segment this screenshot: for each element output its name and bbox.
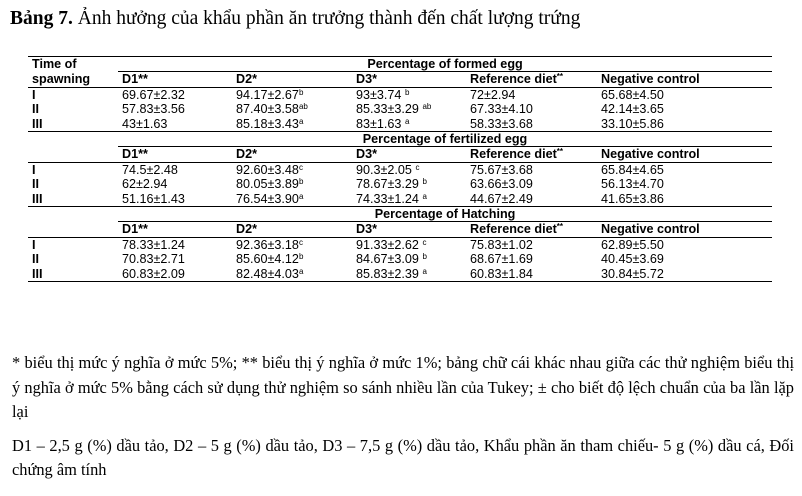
significance-mark: ** (138, 72, 148, 87)
column-name: D3 (356, 147, 373, 162)
column-header (352, 147, 466, 162)
table-cell (597, 87, 772, 102)
section-title-row (28, 57, 772, 72)
table-cell (466, 237, 597, 252)
table-cell (466, 177, 597, 191)
table-cell (232, 252, 352, 266)
caption-title: Ảnh hưởng của khẩu phần ăn trưởng thành đến chất lượng trứng (77, 8, 581, 29)
column-name: D1 (122, 147, 139, 162)
table-cell (232, 162, 352, 177)
cell-letter: b (404, 87, 410, 97)
table-cell (597, 177, 772, 191)
cell-value: 40.45±3.69 (601, 252, 664, 267)
cell-value: 65.84±4.65 (601, 162, 664, 177)
table-cell (118, 267, 232, 282)
cell-value: 94.17±2.67 (236, 87, 299, 102)
column-header (232, 72, 352, 87)
column-header (597, 72, 772, 87)
column-header (466, 72, 597, 87)
cell-letter: a (298, 191, 304, 201)
section-title-row (28, 207, 772, 222)
cell-value: 74.5±2.48 (122, 162, 178, 177)
column-header (118, 147, 232, 162)
table-cell (466, 267, 597, 282)
table-cell (118, 162, 232, 177)
cell-letter: b (422, 177, 427, 187)
cell-value: 87.40±3.58 (236, 102, 299, 117)
table-cell (597, 117, 772, 132)
significance-mark: * (252, 72, 258, 87)
cell-letter: b (422, 252, 427, 262)
cell-letter: a (298, 266, 304, 276)
cell-value: 67.33±4.10 (470, 102, 533, 117)
table-cell (597, 267, 772, 282)
significance-mark: * (372, 222, 378, 237)
spawning-label: I (32, 87, 36, 102)
significance-mark: ** (138, 147, 148, 162)
table-cell (232, 87, 352, 102)
table-cell (352, 237, 466, 252)
column-name: D2 (236, 147, 253, 162)
table-cell (466, 252, 597, 266)
cell-letter: a (404, 116, 410, 126)
table-cell (118, 237, 232, 252)
column-header-row (28, 147, 772, 162)
cell-value: 93±3.74 (356, 87, 405, 102)
cell-value: 75.67±3.68 (470, 162, 533, 177)
column-header (597, 222, 772, 237)
column-name: D2 (236, 72, 253, 87)
column-name: D3 (356, 222, 373, 237)
significance-mark: ** (556, 72, 564, 82)
spawning-label: II (32, 177, 39, 192)
cell-value: 56.13±4.70 (601, 177, 664, 192)
cell-value: 60.83±2.09 (122, 266, 185, 281)
caption-label: Bảng 7. (10, 8, 73, 29)
table-cell (466, 117, 597, 132)
table-cell (352, 267, 466, 282)
cell-value: 33.10±5.86 (601, 116, 664, 131)
significance-mark: ** (556, 222, 564, 232)
table-cell (597, 237, 772, 252)
column-header (466, 147, 597, 162)
table-cell (466, 162, 597, 177)
cell-value: 85.60±4.12 (236, 252, 299, 267)
column-name: Reference diet (470, 222, 557, 237)
cell-letter: a (422, 191, 427, 201)
table-cell (232, 192, 352, 207)
column-name: Reference diet (470, 147, 557, 162)
table-cell (352, 87, 466, 102)
cell-value: 62±2.94 (122, 177, 168, 192)
significance-mark: * (252, 222, 258, 237)
section-title-row (28, 132, 772, 147)
time-of-spawning-header (28, 72, 118, 87)
table-cell (118, 192, 232, 207)
cell-value: 78.33±1.24 (122, 237, 185, 252)
cell-value: 68.67±1.69 (470, 252, 533, 267)
table-cell (352, 177, 466, 191)
cell-letter: c (298, 237, 303, 247)
cell-letter: c (422, 237, 427, 247)
time-of-spawning-header (28, 207, 118, 222)
column-header (118, 222, 232, 237)
spawning-label: II (32, 252, 39, 267)
table-row (28, 267, 772, 282)
cell-value: 90.3±2.05 (356, 162, 416, 177)
column-header (118, 72, 232, 87)
column-header (352, 72, 466, 87)
cell-value: 58.33±3.68 (470, 116, 533, 131)
cell-value: 62.89±5.50 (601, 237, 664, 252)
time-of-spawning-header (28, 57, 118, 72)
table-cell (232, 177, 352, 191)
table-caption (10, 8, 580, 30)
cell-value: 65.68±4.50 (601, 87, 664, 102)
section-title: Percentage of Hatching (118, 207, 772, 222)
table-cell (352, 117, 466, 132)
significance-mark: ** (556, 147, 564, 157)
cell-letter: b (298, 177, 304, 187)
cell-value: 82.48±4.03 (236, 266, 299, 281)
table-cell (118, 102, 232, 116)
row-header-line: spawning (32, 71, 91, 86)
cell-value: 69.67±2.32 (122, 87, 185, 102)
cell-letter: c (415, 162, 420, 172)
table-cell (232, 102, 352, 116)
significance-mark: * (252, 147, 258, 162)
table-cell (466, 87, 597, 102)
table-cell (352, 192, 466, 207)
table-row (28, 192, 772, 207)
cell-value: 92.60±3.48 (236, 162, 299, 177)
cell-letter: a (422, 266, 427, 276)
cell-value: 76.54±3.90 (236, 191, 299, 206)
cell-value: 74.33±1.24 (356, 191, 423, 206)
cell-value: 60.83±1.84 (470, 266, 533, 281)
column-name: D3 (356, 72, 373, 87)
definitions-note: D1 – 2,5 g (%) dầu tảo, D2 – 5 g (%) dầu tảo, D3 – 7,5 g (%) dầu tảo, Khẩu phần ăn tham chiếu- 5 g (%) dầu cá, Đối chứng âm tính (12, 435, 794, 479)
significance-mark: * (372, 147, 378, 162)
cell-value: 42.14±3.65 (601, 102, 664, 117)
cell-letter: c (298, 162, 303, 172)
column-name: Negative control (601, 147, 700, 162)
table-cell (466, 192, 597, 207)
cell-value: 85.33±3.29 (356, 102, 423, 117)
cell-letter: ab (298, 102, 308, 112)
table-cell (118, 252, 232, 266)
cell-value: 92.36±3.18 (236, 237, 299, 252)
table-row (28, 237, 772, 252)
table-row (28, 117, 772, 132)
significance-note: * biểu thị mức ý nghĩa ở mức 5%; ** biểu thị ý nghĩa ở mức 1%; bảng chữ cái khác nhau giữa các thử nghiệm biểu thị ý nghĩa ở mức 5% bằng cách sử dụng thử nghiệm so sánh nhiều lần của Tukey; ± cho biết độ lệch chuẩn của ba lần lặp lại (12, 353, 794, 421)
section-title: Percentage of fertilized egg (118, 132, 772, 147)
spawning-label: III (28, 117, 118, 132)
cell-value: 84.67±3.09 (356, 252, 423, 267)
column-header (352, 222, 466, 237)
table-cell (232, 237, 352, 252)
cell-value: 80.05±3.89 (236, 177, 299, 192)
column-header (597, 147, 772, 162)
time-of-spawning-header (28, 132, 118, 147)
table-notes (12, 351, 794, 483)
column-name: Reference diet (470, 72, 557, 87)
table-cell (597, 102, 772, 116)
table-row (28, 252, 772, 266)
column-header-row (28, 72, 772, 87)
table-cell (466, 102, 597, 116)
row-header-line: Time of (32, 57, 77, 71)
table-row (28, 162, 772, 177)
table-row (28, 102, 772, 116)
cell-value: 78.67±3.29 (356, 177, 423, 192)
cell-value: 43±1.63 (122, 116, 168, 131)
column-name: Negative control (601, 72, 700, 87)
egg-quality-table (28, 56, 772, 282)
cell-value: 30.84±5.72 (601, 266, 664, 281)
column-name: D2 (236, 222, 253, 237)
significance-mark: ** (138, 222, 148, 237)
spawning-label: I (32, 237, 36, 252)
cell-value: 72±2.94 (470, 87, 516, 102)
column-header (466, 222, 597, 237)
cell-value: 44.67±2.49 (470, 191, 533, 206)
cell-value: 83±1.63 (356, 116, 405, 131)
table-row (28, 177, 772, 191)
column-header (232, 147, 352, 162)
table-cell (232, 267, 352, 282)
column-header (232, 222, 352, 237)
cell-value: 75.83±1.02 (470, 237, 533, 252)
cell-letter: b (298, 87, 304, 97)
cell-letter: a (298, 116, 304, 126)
table-cell (352, 252, 466, 266)
column-name: D1 (122, 72, 139, 87)
table-cell (352, 102, 466, 116)
table-row (28, 87, 772, 102)
table-cell (597, 192, 772, 207)
cell-letter: ab (422, 102, 432, 112)
cell-value: 51.16±1.43 (122, 191, 185, 206)
spawning-label: II (32, 102, 39, 117)
cell-value: 85.83±2.39 (356, 266, 423, 281)
cell-value: 91.33±2.62 (356, 237, 423, 252)
cell-letter: b (298, 252, 304, 262)
table-cell (597, 162, 772, 177)
column-name: D1 (122, 222, 139, 237)
cell-value: 85.18±3.43 (236, 116, 299, 131)
table-cell (118, 117, 232, 132)
cell-value: 57.83±3.56 (122, 102, 185, 117)
table-cell (118, 177, 232, 191)
significance-mark: * (372, 72, 378, 87)
table-cell (352, 162, 466, 177)
cell-value: 41.65±3.86 (601, 191, 664, 206)
table-cell (118, 87, 232, 102)
spawning-label: I (32, 162, 36, 177)
section-title: Percentage of formed egg (118, 57, 772, 72)
spawning-label: III (28, 192, 118, 207)
column-name: Negative control (601, 222, 700, 237)
table-cell (597, 252, 772, 266)
spawning-label: III (28, 267, 118, 282)
cell-value: 63.66±3.09 (470, 177, 533, 192)
table-cell (232, 117, 352, 132)
time-of-spawning-header (28, 147, 118, 162)
cell-value: 70.83±2.71 (122, 252, 185, 267)
column-header-row (28, 222, 772, 237)
time-of-spawning-header (28, 222, 118, 237)
